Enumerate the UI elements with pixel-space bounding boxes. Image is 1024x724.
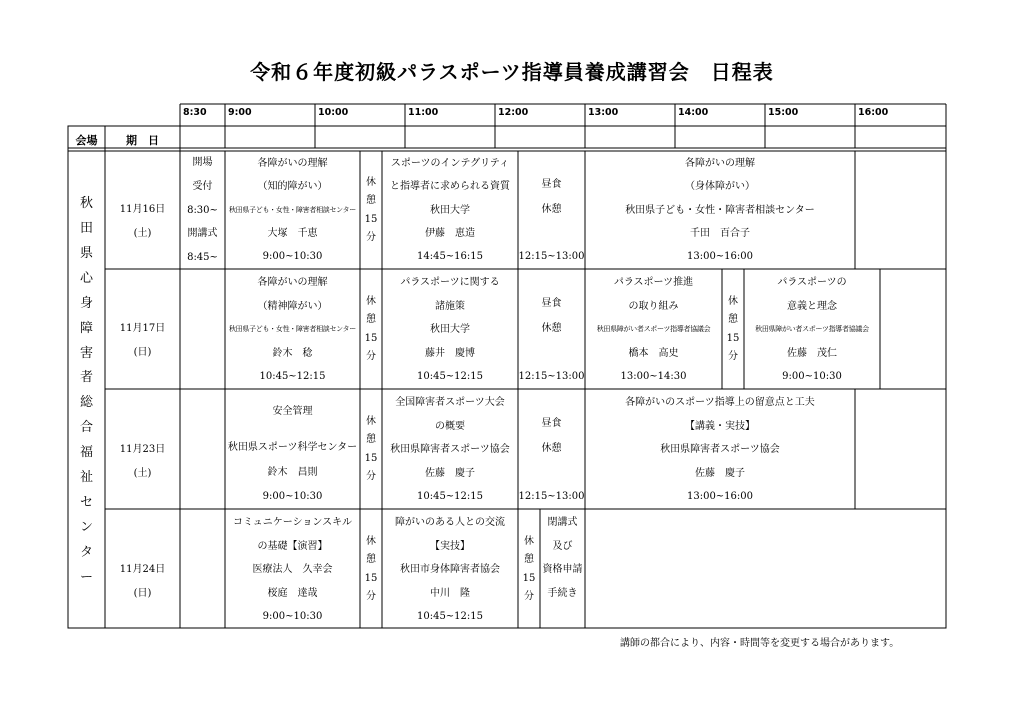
- time-tick: 12:00: [498, 107, 529, 118]
- session-title: 障がいのある人との交流: [395, 517, 505, 528]
- session-cell: [225, 516, 360, 623]
- session-time: 10:45~12:15: [259, 371, 326, 382]
- cell-line: 昼食: [541, 179, 562, 190]
- cell-line: 15: [364, 213, 378, 225]
- day-date: [105, 203, 180, 241]
- footnote: 講師の都合により、内容・時間等を変更する場合があります。: [620, 638, 900, 649]
- session-lecturer: 佐藤 慶子: [695, 467, 745, 479]
- session-lecturer: 鈴木 稔: [272, 347, 313, 359]
- cell-line: 12:15~13:00: [518, 491, 585, 502]
- session-organization: 秋田市身体障害者協会: [400, 564, 500, 575]
- cell-line: 分: [366, 470, 376, 482]
- cell-line: 受付: [192, 180, 213, 192]
- time-tick: 10:00: [318, 107, 349, 118]
- cell-line: 15: [726, 332, 740, 344]
- session-title: パラスポーツに関する: [400, 277, 500, 288]
- cell-line: 8:45~: [187, 252, 218, 263]
- session-lecturer: 藤井 慶博: [425, 347, 475, 359]
- session-subtitle: （精神障がい）: [257, 300, 328, 312]
- cell-line: 昼食: [541, 418, 562, 429]
- venue-char: 者: [79, 370, 93, 386]
- session-time: 10:45~12:15: [416, 611, 483, 622]
- header-venue: 会場: [75, 134, 98, 147]
- session-lecturer: 佐藤 慶子: [425, 467, 475, 479]
- time-tick: 14:00: [678, 107, 709, 118]
- page-title: 令和６年度初級パラスポーツ指導員養成講習会 日程表: [250, 60, 774, 84]
- cell-line: 休憩: [541, 322, 562, 334]
- cell-line: 憩: [366, 554, 376, 566]
- time-tick: 13:00: [588, 107, 619, 118]
- cell-line: 憩: [524, 554, 534, 566]
- session-lecturer: 橋本 高史: [628, 347, 679, 359]
- cell-line: 12:15~13:00: [518, 371, 585, 382]
- session-title: 各障がいの理解: [257, 277, 328, 288]
- session-cell: [585, 276, 722, 383]
- session-subtitle: 【講義・実技】: [685, 420, 755, 432]
- cell-line: 閉講式: [547, 517, 578, 528]
- cell-line: 及び: [552, 540, 573, 552]
- cell-line: 休: [366, 177, 376, 188]
- break-cell: [722, 295, 744, 363]
- break-cell: [360, 535, 382, 603]
- session-organization: 秋田県子ども・女性・障害者相談センター: [228, 325, 357, 333]
- session-lecturer: 大塚 千恵: [267, 227, 318, 239]
- venue-char: ン: [79, 519, 93, 535]
- time-tick: 9:00: [228, 107, 252, 118]
- venue-char: ー: [79, 569, 93, 585]
- session-time: 13:00~16:00: [686, 251, 753, 262]
- session-lecturer: 千田 百合子: [690, 227, 750, 239]
- cell-line: 憩: [728, 314, 738, 326]
- cell-line: 開場: [192, 157, 213, 168]
- venue-char: 祉: [79, 470, 93, 486]
- session-organization: 秋田県障がい者スポーツ指導者協議会: [596, 325, 711, 333]
- session-title: パラスポーツ推進: [613, 277, 694, 288]
- session-cell: [225, 405, 360, 503]
- session-organization: 秋田県子ども・女性・障害者相談センター: [228, 205, 357, 214]
- closing-cell: [540, 516, 585, 600]
- time-tick: 16:00: [858, 107, 889, 118]
- session-organization: 医療法人 久幸会: [252, 564, 333, 575]
- session-subtitle: （身体障がい）: [685, 181, 755, 193]
- session-lecturer: 伊藤 恵造: [425, 227, 475, 239]
- session-organization: 秋田大学: [430, 324, 470, 335]
- cell-line: 憩: [366, 434, 376, 446]
- session-subtitle: の取り組み: [628, 300, 679, 312]
- day-date: [105, 563, 180, 601]
- session-title: 各障がいの理解: [685, 158, 755, 169]
- lunch-cell: [518, 297, 585, 383]
- session-time: 9:00~10:30: [262, 251, 323, 262]
- session-title: 安全管理: [272, 406, 313, 417]
- session-subtitle: の概要: [435, 420, 465, 432]
- time-tick: 11:00: [408, 107, 439, 118]
- date-text: 11月23日: [119, 444, 166, 455]
- session-lecturer: 佐藤 茂仁: [787, 347, 837, 359]
- cell-line: 休: [366, 416, 376, 427]
- cell-line: 分: [366, 231, 376, 243]
- header-date: 期 日: [126, 134, 159, 147]
- session-subtitle: （知的障がい）: [257, 181, 328, 193]
- session-cell: [585, 396, 855, 503]
- time-tick: 15:00: [768, 107, 799, 118]
- cell-line: 分: [366, 350, 376, 362]
- venue-char: 害: [79, 345, 93, 361]
- venue-name: [68, 196, 105, 586]
- date-text: 11月17日: [119, 323, 166, 334]
- lunch-cell: [518, 178, 585, 263]
- cell-line: 休: [728, 296, 738, 307]
- cell-line: 憩: [366, 195, 376, 207]
- session-subtitle: 諸施策: [435, 300, 465, 312]
- cell-line: 開講式: [187, 228, 218, 240]
- session-subtitle: 意義と理念: [787, 300, 837, 312]
- venue-char: 秋: [79, 196, 93, 211]
- lunch-cell: [518, 417, 585, 503]
- session-cell: [382, 516, 518, 623]
- session-time: 9:00~10:30: [782, 371, 842, 382]
- weekday-text: (土): [133, 468, 152, 479]
- session-time: 10:45~12:15: [416, 371, 483, 382]
- session-title: 各障がいのスポーツ指導上の留意点と工夫: [625, 397, 815, 408]
- cell-line: 休: [366, 296, 376, 307]
- session-cell: [382, 396, 518, 503]
- cell-line: 15: [364, 452, 378, 464]
- session-cell: [225, 157, 360, 263]
- cell-line: 分: [728, 350, 738, 362]
- day-date: [105, 322, 180, 360]
- session-title: コミュニケーションスキル: [233, 517, 352, 528]
- session-cell: [585, 157, 855, 263]
- cell-line: 15: [522, 572, 536, 584]
- session-title: パラスポーツの: [777, 277, 847, 288]
- cell-line: 8:30~: [187, 204, 218, 216]
- cell-line: 15: [364, 572, 378, 584]
- session-cell: [225, 276, 360, 383]
- session-organization: 秋田県子ども・女性・障害者相談センター: [625, 204, 815, 216]
- session-organization: 秋田県障害者スポーツ協会: [390, 444, 510, 455]
- session-organization: 秋田県障がい者スポーツ指導者協議会: [755, 325, 869, 333]
- day-date: [105, 443, 180, 481]
- session-title: スポーツのインテグリティ: [390, 158, 510, 169]
- session-organization: 秋田大学: [430, 204, 470, 216]
- session-cell: [382, 276, 518, 383]
- cell-line: 休: [366, 536, 376, 547]
- session-time: 14:45~16:15: [416, 251, 483, 262]
- weekday-text: (日): [133, 347, 152, 358]
- session-subtitle: 【実技】: [430, 540, 470, 552]
- cell-line: 15: [364, 332, 378, 344]
- session-time: 9:00~10:30: [262, 611, 323, 622]
- venue-char: 福: [79, 445, 93, 461]
- session-organization: 秋田県障害者スポーツ協会: [660, 444, 780, 455]
- cell-line: 分: [524, 590, 534, 602]
- venue-char: セ: [79, 495, 93, 511]
- venue-char: 障: [79, 320, 93, 336]
- venue-char: 県: [79, 245, 93, 261]
- session-lecturer: 中川 隆: [430, 587, 470, 599]
- venue-char: 総: [79, 395, 93, 411]
- session-lecturer: 鈴木 昌則: [267, 466, 318, 478]
- cell-line: 分: [366, 590, 376, 602]
- cell-line: 手続き: [547, 587, 578, 599]
- session-time: 10:45~12:15: [416, 491, 483, 502]
- cell-line: 昼食: [541, 298, 562, 309]
- cell-line: 休憩: [541, 203, 562, 215]
- weekday-text: (土): [133, 228, 152, 239]
- session-organization: 秋田県スポーツ科学センター: [227, 442, 358, 453]
- venue-char: 合: [79, 420, 93, 436]
- break-cell: [360, 295, 382, 363]
- cell-line: 憩: [366, 314, 376, 326]
- time-tick: 8:30: [183, 107, 207, 118]
- venue-char: タ: [79, 544, 93, 560]
- session-subtitle: と指導者に求められる資質: [390, 181, 510, 193]
- date-text: 11月16日: [119, 204, 166, 215]
- break-cell: [518, 535, 540, 603]
- session-cell: [382, 157, 518, 263]
- break-cell: [360, 415, 382, 483]
- session-title: 全国障害者スポーツ大会: [395, 397, 505, 408]
- session-time: 13:00~16:00: [686, 491, 753, 502]
- venue-char: 田: [79, 220, 93, 236]
- session-lecturer: 桜庭 達哉: [267, 587, 318, 599]
- session-cell: [744, 276, 880, 383]
- session-title: 各障がいの理解: [257, 158, 328, 169]
- break-cell: [360, 176, 382, 244]
- venue-char: 身: [79, 295, 93, 311]
- venue-char: 心: [79, 270, 93, 286]
- weekday-text: (日): [133, 588, 152, 599]
- cell-line: 休憩: [541, 442, 562, 454]
- opening-cell: [180, 156, 225, 264]
- date-text: 11月24日: [119, 564, 166, 575]
- session-time: 13:00~14:30: [620, 371, 687, 382]
- session-subtitle: の基礎【演習】: [257, 540, 328, 552]
- cell-line: 休: [524, 536, 534, 547]
- cell-line: 資格申請: [542, 564, 583, 576]
- cell-line: 12:15~13:00: [518, 251, 585, 262]
- session-time: 9:00~10:30: [262, 491, 323, 502]
